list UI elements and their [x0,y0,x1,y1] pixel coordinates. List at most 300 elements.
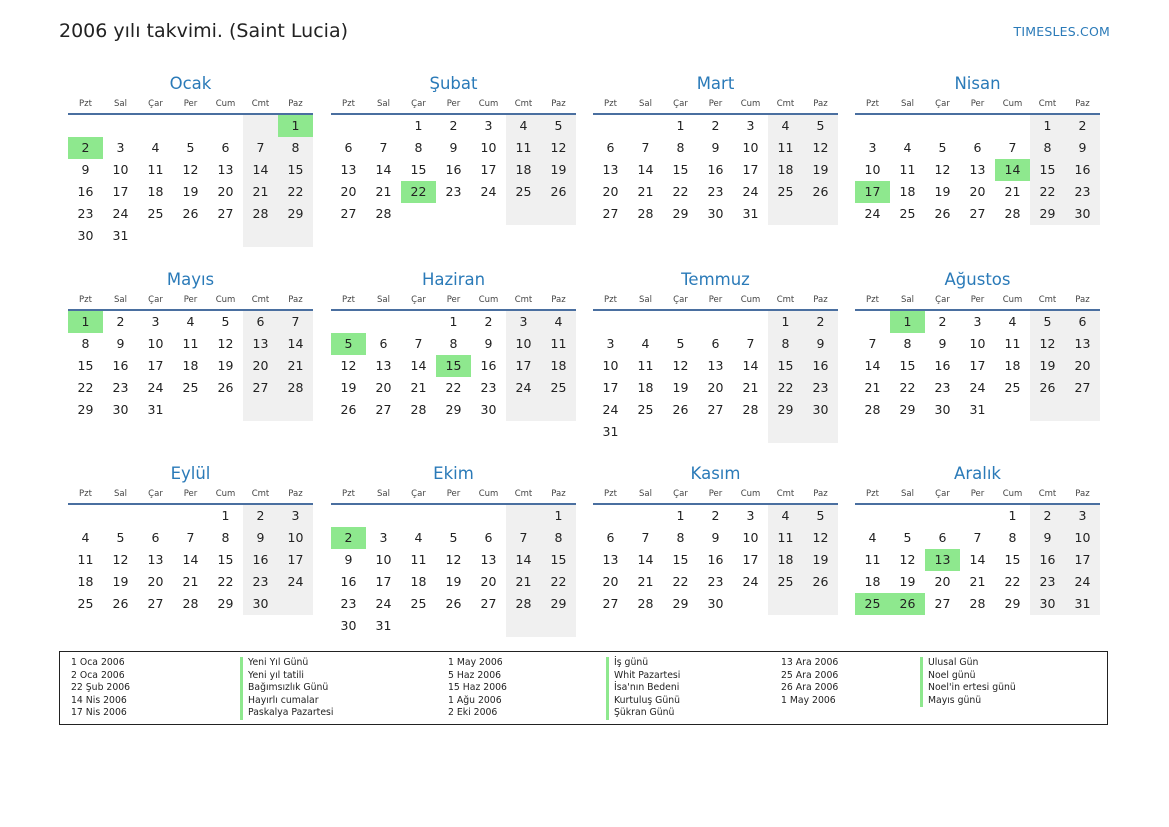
weekday-label: Çar [935,489,950,499]
day-cell: 1 [676,118,685,133]
month-name: Mart [696,74,735,93]
day-cell: 11 [147,162,164,177]
empty-day-cell [506,399,541,421]
weekday-label: Paz [288,489,303,499]
weekday-label: Paz [551,489,566,499]
week-row [855,159,1100,181]
day-cell: 29 [899,402,916,417]
day-cell: 12 [217,336,234,351]
weekday-label: Paz [813,489,828,499]
empty-day-cell [890,505,925,527]
day-cell: 8 [1030,137,1065,159]
day-cell: 16 [340,574,357,589]
day-cell: 31 [602,424,619,439]
day-cell: 17 [1065,549,1100,571]
day-cell: 26 [672,402,689,417]
weekday-label: Sal [377,99,390,109]
week-row [68,377,313,399]
week-row [593,137,838,159]
day-cell: 4 [641,336,650,351]
day-cell: 7 [641,530,650,545]
day-cell: 3 [746,118,755,133]
week-row [855,311,1100,333]
empty-day-cell [506,615,541,637]
month-name: Şubat [429,74,478,93]
day-cell: 15 [1030,159,1065,181]
day-cell: 23 [1065,181,1100,203]
day-cell: 25 [77,596,94,611]
empty-day-cell [768,593,803,615]
weekday-label: Cum [1002,489,1023,499]
week-row [331,333,576,355]
day-cell: 9 [484,336,493,351]
day-cell: 20 [934,574,951,589]
weekday-label: Sal [901,489,914,499]
weekday-label: Çar [935,99,950,109]
week-row [68,159,313,181]
day-cell: 16 [243,549,278,571]
day-cell: 24 [742,574,759,589]
day-cell: 19 [112,574,129,589]
legend-holiday-name: İsa'nın Bedeni [606,682,680,695]
day-cell: 10 [969,336,986,351]
legend-date: 14 Nis 2006 [71,694,127,706]
weekday-label: Cum [478,295,499,305]
day-cell: 4 [541,311,576,333]
day-cell: 9 [1030,527,1065,549]
day-cell: 13 [340,162,357,177]
day-cell: 25 [899,206,916,221]
weekday-label: Sal [639,489,652,499]
day-cell: 22 [768,377,803,399]
day-cell: 29 [768,399,803,421]
day-cell: 20 [243,355,278,377]
day-cell: 16 [77,184,94,199]
weekday-label: Sal [901,99,914,109]
day-cell: 22 [1030,181,1065,203]
week-row [855,377,1100,399]
day-cell: 1 [1008,508,1017,523]
day-cell: 17 [742,162,759,177]
empty-day-cell [1030,399,1065,421]
weekday-label: Çar [411,295,426,305]
day-cell: 11 [637,358,654,373]
weekday-label: Paz [551,295,566,305]
day-cell: 24 [278,571,313,593]
legend-names-col-1 [240,657,333,720]
day-cell: 2 [116,314,125,329]
weekday-label: Cmt [251,489,270,499]
week-row [855,593,1100,615]
empty-day-cell [628,311,663,333]
weekday-label: Per [970,99,985,109]
weekday-label: Çar [673,99,688,109]
day-cell: 23 [243,571,278,593]
day-cell: 15 [410,162,427,177]
day-cell: 11 [541,333,576,355]
day-cell: 22 [541,571,576,593]
weekday-label: Paz [813,99,828,109]
empty-day-cell [68,115,103,137]
weekday-label: Çar [935,295,950,305]
legend-holiday-name: Paskalya Pazartesi [240,707,333,720]
empty-day-cell [436,203,471,225]
day-cell: 25 [506,181,541,203]
holiday-day-cell: 13 [925,549,960,571]
empty-day-cell [208,399,243,421]
day-cell: 18 [506,159,541,181]
day-cell: 14 [375,162,392,177]
day-cell: 30 [243,593,278,615]
holiday-day-cell: 17 [855,181,890,203]
weekday-label: Per [708,295,723,305]
week-row [331,549,576,571]
weekday-label: Per [446,295,461,305]
legend-date: 22 Şub 2006 [71,682,131,694]
day-cell: 14 [182,552,199,567]
week-row [855,399,1100,421]
day-cell: 20 [602,184,619,199]
weekday-label: Pzt [604,295,617,305]
day-cell: 14 [410,358,427,373]
day-cell: 26 [112,596,129,611]
weekday-label: Cum [215,99,236,109]
day-cell: 6 [606,140,615,155]
day-cell: 9 [803,333,838,355]
day-cell: 30 [340,618,357,633]
day-cell: 28 [375,206,392,221]
month-block [68,463,313,615]
month-block [593,463,838,615]
day-cell: 6 [379,336,388,351]
legend-holiday-name: Hayırlı cumalar [240,695,333,708]
day-cell: 8 [676,140,685,155]
day-cell: 25 [147,206,164,221]
day-cell: 20 [969,184,986,199]
day-cell: 7 [278,311,313,333]
week-row [331,593,576,615]
day-cell: 31 [1065,593,1100,615]
day-cell: 22 [445,380,462,395]
day-cell: 22 [77,380,94,395]
day-cell: 10 [864,162,881,177]
holiday-day-cell: 25 [855,593,890,615]
day-cell: 11 [182,336,199,351]
week-row [68,527,313,549]
day-cell: 6 [151,530,160,545]
day-cell: 11 [864,552,881,567]
month-name: Kasım [690,464,741,483]
legend-holiday-name: İş günü [606,657,680,670]
month-block [593,73,838,225]
day-cell: 26 [1030,377,1065,399]
day-cell: 8 [221,530,230,545]
weekday-header [68,293,313,311]
day-cell: 28 [410,402,427,417]
day-cell: 21 [182,574,199,589]
day-cell: 8 [278,137,313,159]
day-cell: 5 [116,530,125,545]
day-cell: 24 [602,402,619,417]
day-cell: 10 [112,162,129,177]
day-cell: 18 [768,159,803,181]
day-cell: 26 [541,181,576,203]
day-cell: 23 [480,380,497,395]
day-cell: 11 [768,137,803,159]
day-cell: 17 [375,574,392,589]
day-cell: 23 [934,380,951,395]
empty-day-cell [138,225,173,247]
empty-day-cell [768,421,803,443]
day-cell: 24 [375,596,392,611]
day-cell: 14 [637,162,654,177]
day-cell: 16 [707,162,724,177]
day-cell: 5 [186,140,195,155]
week-row [68,505,313,527]
day-cell: 17 [506,355,541,377]
holiday-day-cell: 14 [995,159,1030,181]
weekday-label: Pzt [79,489,92,499]
legend-holiday-name: Yeni Yıl Günü [240,657,333,670]
day-cell: 30 [1065,203,1100,225]
holiday-day-cell: 5 [331,333,366,355]
weekday-label: Cmt [251,99,270,109]
weekday-label: Cmt [1038,489,1057,499]
day-cell: 5 [541,115,576,137]
weekday-label: Sal [377,295,390,305]
day-cell: 23 [112,380,129,395]
day-cell: 18 [637,380,654,395]
day-cell: 12 [340,358,357,373]
site-link[interactable]: TIMESLES.COM [1013,24,1110,39]
empty-day-cell [593,311,628,333]
day-cell: 22 [1004,574,1021,589]
day-cell: 15 [1004,552,1021,567]
week-row [855,527,1100,549]
day-cell: 7 [506,527,541,549]
weekday-header [331,97,576,115]
day-cell: 4 [903,140,912,155]
day-cell: 20 [707,380,724,395]
day-cell: 1 [414,118,423,133]
month-name: Mayıs [166,270,215,289]
day-cell: 24 [112,206,129,221]
empty-day-cell [401,311,436,333]
day-cell: 6 [711,336,720,351]
week-row [331,571,576,593]
day-cell: 15 [278,159,313,181]
day-cell: 27 [934,596,951,611]
day-cell: 5 [803,115,838,137]
day-cell: 25 [410,596,427,611]
day-cell: 31 [112,228,129,243]
day-cell: 3 [746,508,755,523]
legend-date: 1 Oca 2006 [71,657,125,668]
empty-day-cell [628,505,663,527]
legend-date: 26 Ara 2006 [781,682,839,694]
day-cell: 28 [969,596,986,611]
day-cell: 17 [278,549,313,571]
day-cell: 3 [116,140,125,155]
day-cell: 10 [1065,527,1100,549]
empty-day-cell [960,505,995,527]
day-cell: 4 [151,140,160,155]
day-cell: 20 [375,380,392,395]
empty-day-cell [855,505,890,527]
day-cell: 17 [480,162,497,177]
week-row [331,159,576,181]
month-block [855,463,1100,615]
day-cell: 11 [768,527,803,549]
weekday-label: Çar [148,99,163,109]
day-cell: 6 [344,140,353,155]
empty-day-cell [138,115,173,137]
day-cell: 29 [278,203,313,225]
empty-day-cell [138,505,173,527]
day-cell: 10 [602,358,619,373]
day-cell: 27 [217,206,234,221]
day-cell: 9 [938,336,947,351]
day-cell: 28 [182,596,199,611]
weekday-label: Cmt [514,295,533,305]
day-cell: 14 [969,552,986,567]
day-cell: 17 [147,358,164,373]
day-cell: 12 [803,137,838,159]
day-cell: 14 [637,552,654,567]
day-cell: 27 [707,402,724,417]
day-cell: 24 [147,380,164,395]
day-cell: 1 [221,508,230,523]
weekday-label: Cum [740,295,761,305]
day-cell: 16 [1065,159,1100,181]
legend-holiday-name: Ulusal Gün [920,657,1016,670]
empty-day-cell [471,505,506,527]
holiday-day-cell: 1 [890,311,925,333]
day-cell: 4 [506,115,541,137]
day-cell: 18 [147,184,164,199]
day-cell: 1 [541,505,576,527]
day-cell: 9 [344,552,353,567]
weekday-label: Per [708,99,723,109]
day-cell: 21 [637,574,654,589]
day-cell: 14 [278,333,313,355]
legend-date: 5 Haz 2006 [448,669,502,681]
day-cell: 30 [803,399,838,421]
day-cell: 6 [938,530,947,545]
day-cell: 24 [1065,571,1100,593]
empty-day-cell [173,505,208,527]
day-cell: 11 [899,162,916,177]
empty-day-cell [698,311,733,333]
day-cell: 3 [278,505,313,527]
week-row [68,593,313,615]
legend-date: 1 Ağu 2006 [448,694,502,706]
day-cell: 22 [672,574,689,589]
day-cell: 3 [606,336,615,351]
day-cell: 26 [340,402,357,417]
day-cell: 24 [480,184,497,199]
weekday-label: Çar [411,489,426,499]
week-row [331,311,576,333]
day-cell: 30 [707,206,724,221]
weekday-label: Pzt [604,489,617,499]
weekday-label: Pzt [342,295,355,305]
legend-holiday-name: Noel günü [920,670,1016,683]
empty-day-cell [733,421,768,443]
day-cell: 31 [969,402,986,417]
week-row [68,181,313,203]
week-row [331,203,576,225]
day-cell: 28 [278,377,313,399]
day-cell: 15 [217,552,234,567]
day-cell: 16 [1030,549,1065,571]
day-cell: 29 [217,596,234,611]
empty-day-cell [401,505,436,527]
legend-date: 25 Ara 2006 [781,669,839,681]
day-cell: 14 [506,549,541,571]
weekday-label: Cmt [776,99,795,109]
week-row [593,399,838,421]
day-cell: 25 [768,571,803,593]
day-cell: 20 [147,574,164,589]
day-cell: 30 [480,402,497,417]
week-row [68,225,313,247]
week-row [68,137,313,159]
day-cell: 3 [506,311,541,333]
day-cell: 11 [506,137,541,159]
day-cell: 12 [672,358,689,373]
day-cell: 18 [864,574,881,589]
empty-day-cell [803,593,838,615]
empty-day-cell [925,505,960,527]
legend-holiday-name: Şükran Günü [606,707,680,720]
day-cell: 20 [602,574,619,589]
empty-day-cell [208,115,243,137]
empty-day-cell [803,203,838,225]
day-cell: 20 [217,184,234,199]
day-cell: 10 [278,527,313,549]
month-name: Ocak [169,74,212,93]
legend-dates-col-1 [71,657,130,720]
week-row [68,355,313,377]
week-row [593,571,838,593]
legend-holiday-name: Bağımsızlık Günü [240,682,333,695]
day-cell: 12 [445,552,462,567]
day-cell: 17 [969,358,986,373]
empty-day-cell [593,115,628,137]
day-cell: 25 [1004,380,1021,395]
week-row [68,115,313,137]
day-cell: 29 [445,402,462,417]
day-cell: 12 [1030,333,1065,355]
day-cell: 26 [803,571,838,593]
day-cell: 27 [147,596,164,611]
empty-day-cell [366,311,401,333]
weekday-label: Paz [288,295,303,305]
day-cell: 11 [1004,336,1021,351]
week-row [593,159,838,181]
empty-day-cell [436,505,471,527]
weekday-label: Çar [411,99,426,109]
day-cell: 3 [151,314,160,329]
day-cell: 27 [243,377,278,399]
weekday-header [331,293,576,311]
weekday-label: Pzt [79,295,92,305]
week-row [855,181,1100,203]
day-cell: 11 [77,552,94,567]
day-cell: 8 [81,336,90,351]
legend-date: 1 May 2006 [781,694,836,706]
